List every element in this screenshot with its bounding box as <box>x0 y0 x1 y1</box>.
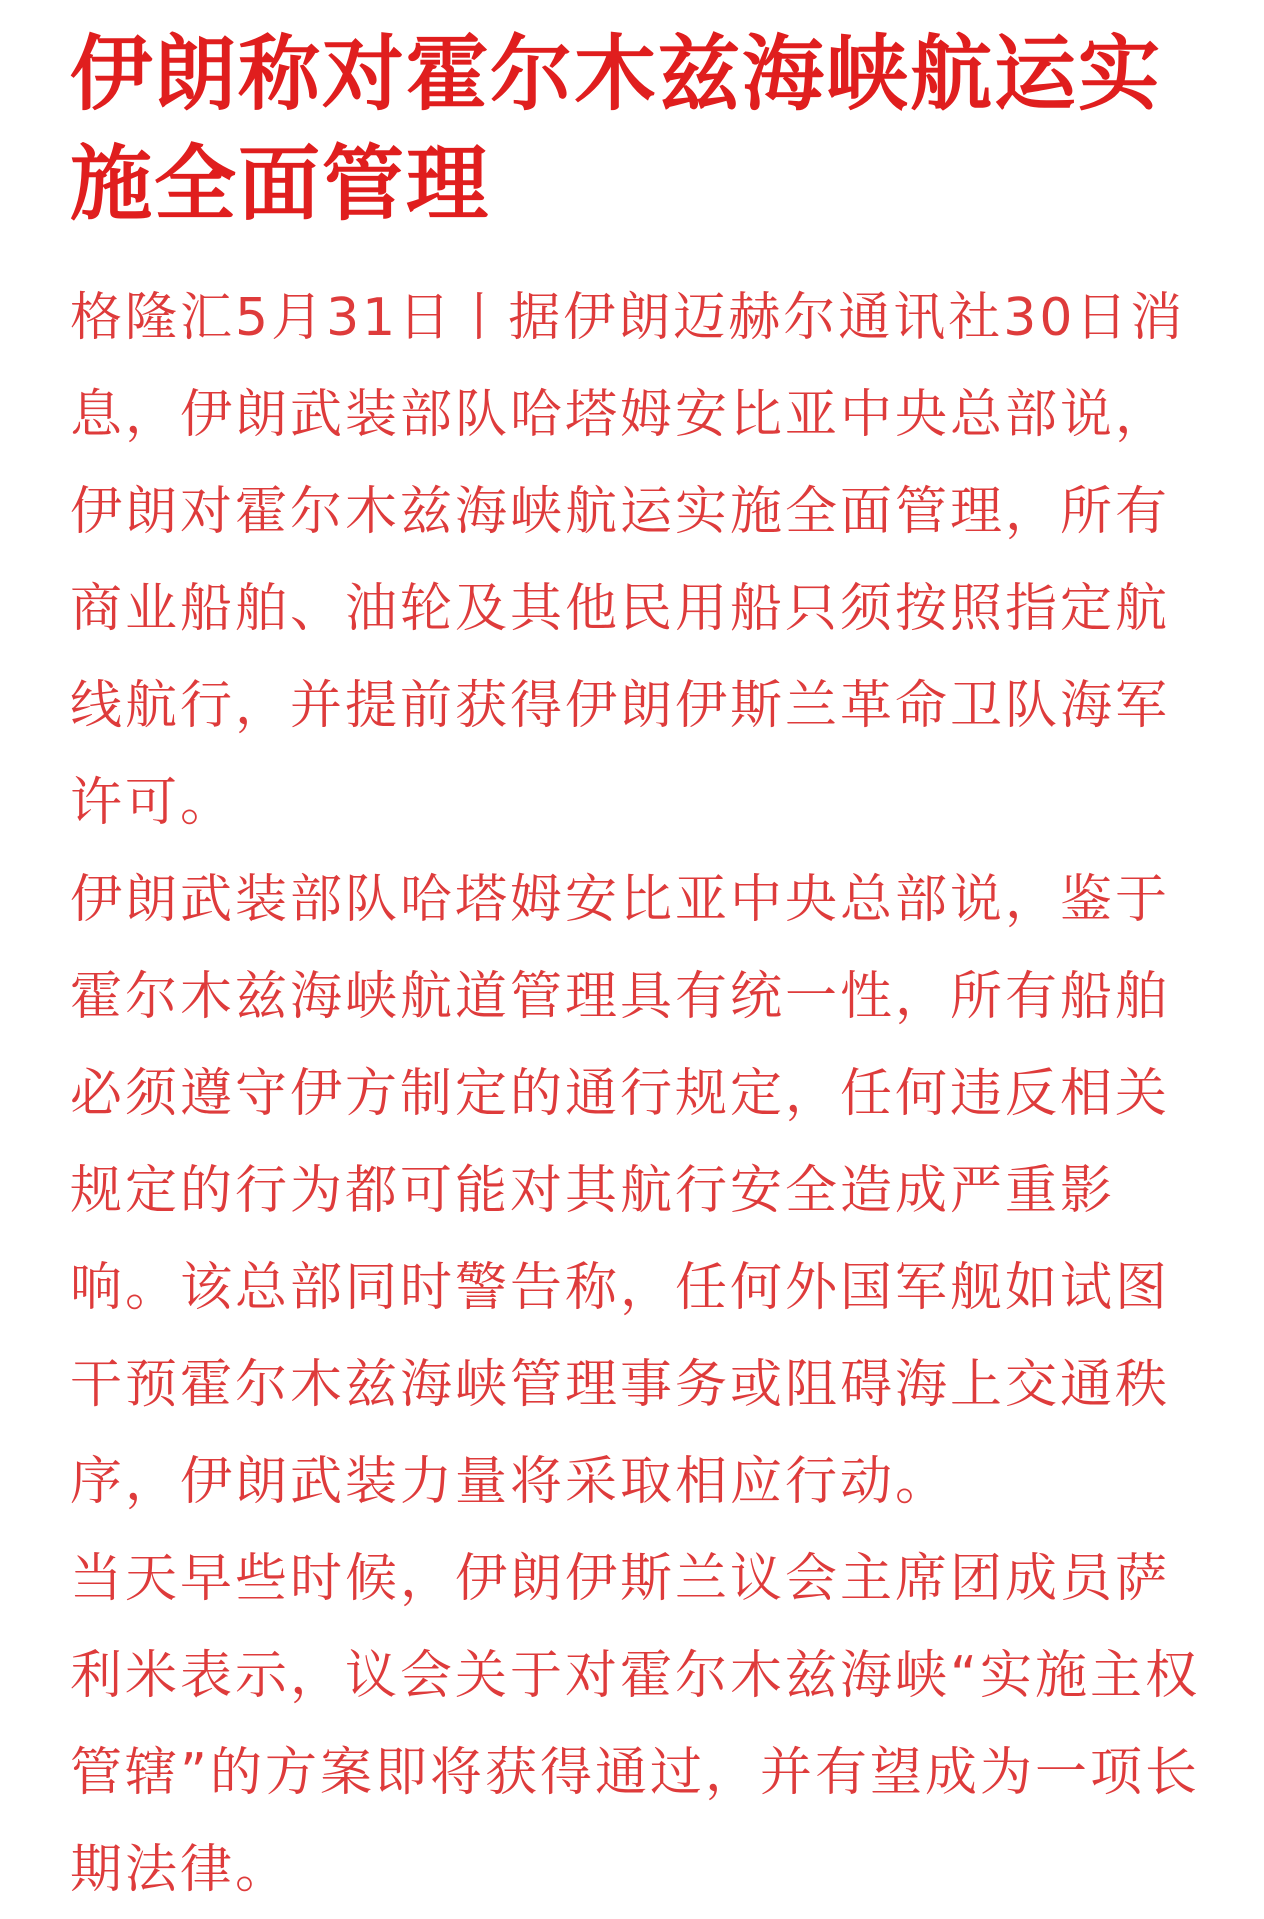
article-headline: 伊朗称对霍尔木兹海峡航运实施全面管理 <box>70 27 1163 232</box>
article-paragraph-1: 格隆汇5月31日丨据伊朗迈赫尔通讯社30日消息，伊朗武装部队哈塔姆安比亚中央总部说，伊朗对霍尔木兹海峡航运实施全面管理，所有商业船舶、油轮及其他民用船只须按照指定航线航行，并提前获得伊朗伊斯兰革命卫队海军许可。 <box>70 288 1186 833</box>
article-paragraph-2: 伊朗武装部队哈塔姆安比亚中央总部说，鉴于霍尔木兹海峡航道管理具有统一性，所有船舶必须遵守伊方制定的通行规定，任何违反相关规定的行为都可能对其航行安全造成严重影响。该总部同时警告称，任何外国军舰如试图干预霍尔木兹海峡管理事务或阻碍海上交通秩序，伊朗武装力量将采取相应行动。 <box>70 870 1171 1512</box>
article-paragraph-3: 当天早些时候，伊朗伊斯兰议会主席团成员萨利米表示，议会关于对霍尔木兹海峡“实施主权管辖”的方案即将获得通过，并有望成为一项长期法律。 <box>70 1549 1200 1900</box>
article <box>70 0 1200 1919</box>
